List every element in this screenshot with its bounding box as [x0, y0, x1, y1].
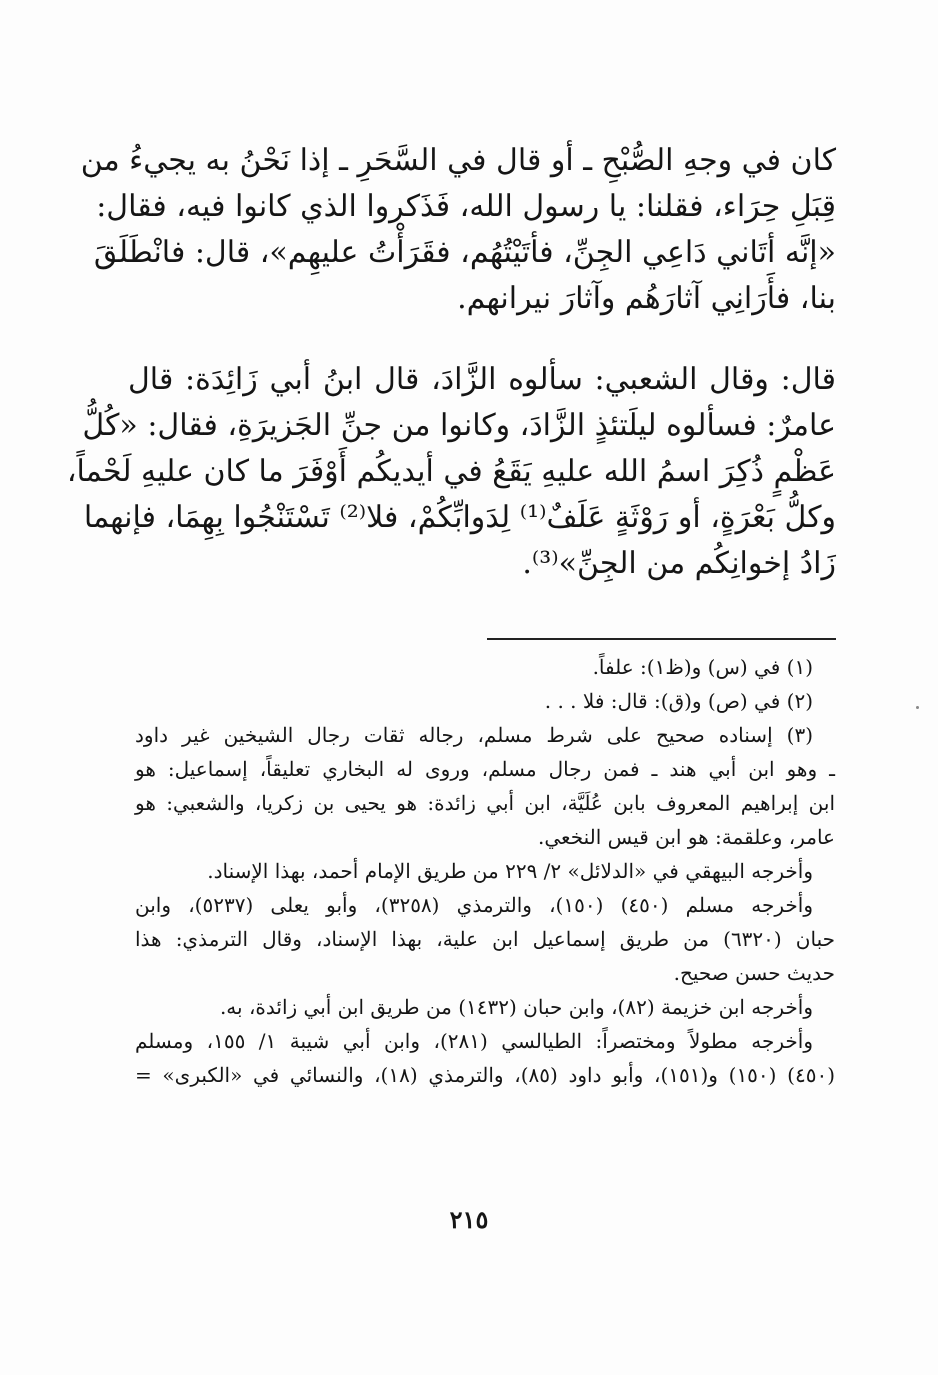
- footnotes-section: [135, 650, 835, 1092]
- text-line: عَظْمٍ ذُكِرَ اسمُ الله عليهِ يَقَعُ في أيديكُم أَوْفَرَ ما كان عليهِ لَحْماً،: [66, 454, 836, 489]
- takhrij-line: وأخرجه مسلم (٤٥٠) (١٥٠)، والترمذي (٣٢٥٨)، وأبو يعلى (٥٢٣٧)، وابن: [135, 893, 813, 917]
- takhrij-line: حديث حسن صحيح.: [673, 961, 835, 985]
- text-line: «إنَّه أتَاني دَاعِي الجِنِّ، فأتَيْتُهُم، فقَرَأْتُ عليهِم»، قال: فانْطَلَقَ: [93, 235, 836, 270]
- text-line: زَادُ إخوانِكُم من الجِنِّ»⁽³⁾.: [522, 546, 836, 581]
- footnote-3-line: ابن إبراهيم المعروف بابن عُلَيَّة، ابن أبي زائدة: هو يحيى بن زكريا، والشعبي: هو: [135, 791, 836, 815]
- takhrij-line: وأخرجه البيهقي في «الدلائل» ٢/ ٢٢٩ من طريق الإمام أحمد، بهذا الإسناد.: [207, 859, 813, 883]
- text-line: وكلُّ بَعْرَةٍ، أو رَوْثَةٍ عَلَفٌ⁽¹⁾ لِدَوابِّكُمْ، فلا⁽²⁾ تَسْتَنْجُوا بِهِمَا، فإنهما: [83, 500, 836, 535]
- text-line: عامرٌ: فسألوه ليلَتئذٍ الزَّادَ، وكانوا من جنِّ الجَزيرَةِ، فقال: «كُلُّ: [82, 408, 836, 443]
- main-paragraph-1: [80, 138, 836, 322]
- main-paragraph-2: [66, 357, 836, 587]
- takhrij-line: حبان (٦٣٢٠) من طريق إسماعيل ابن علية، بهذا الإسناد، وقال الترمذي: هذا: [135, 927, 835, 951]
- footnote-1: (١) في (س) و(ظ١): علفاً.: [592, 655, 813, 679]
- footnote-3-line: ـ وهو ابن أبي هند ـ فمن رجال مسلم، وروى له البخاري تعليقاً، إسماعيل: هو: [135, 757, 835, 781]
- text-line: كان في وجهِ الصُّبْحِ ـ أو قال في السَّحَرِ ـ إذا نَحْنُ به يجيءُ من: [80, 143, 836, 178]
- footnote-divider: [487, 638, 836, 640]
- scan-speck: [916, 706, 919, 709]
- takhrij-line: وأخرجه ابن خزيمة (٨٢)، وابن حبان (١٤٣٢) من طريق ابن أبي زائدة، به.: [219, 995, 813, 1019]
- footnote-3-line: (٣) إسناده صحيح على شرط مسلم، رجاله ثقات رجال الشيخين غير داود: [135, 723, 813, 747]
- page-number: ٢١٥: [449, 1205, 489, 1234]
- takhrij-line: وأخرجه مطولاً ومختصراً: الطيالسي (٢٨١)، وابن أبي شيبة ١/ ١٥٥، ومسلم: [135, 1029, 813, 1053]
- text-line: قال: وقال الشعبي: سألوه الزَّادَ، قال ابنُ أبي زَائِدَة: قال: [128, 362, 836, 397]
- text-line: قِبَلِ حِرَاء، فقلنا: يا رسول الله، فَذَكروا الذي كانوا فيه، فقال:: [96, 189, 836, 224]
- takhrij-line: (٤٥٠) (١٥٠) و(١٥١)، وأبو داود (٨٥)، والترمذي (١٨)، والنسائي في «الكبرى» =: [135, 1063, 836, 1087]
- text-line: بنا، فأَرَانِي آثارَهُم وآثارَ نيرانهم.: [457, 281, 836, 316]
- footnote-2: (٢) في (ص) و(ق): قال: فلا . . .: [544, 689, 813, 713]
- footnote-3-line: عامر، وعلقمة: هو ابن قيس النخعي.: [538, 825, 835, 849]
